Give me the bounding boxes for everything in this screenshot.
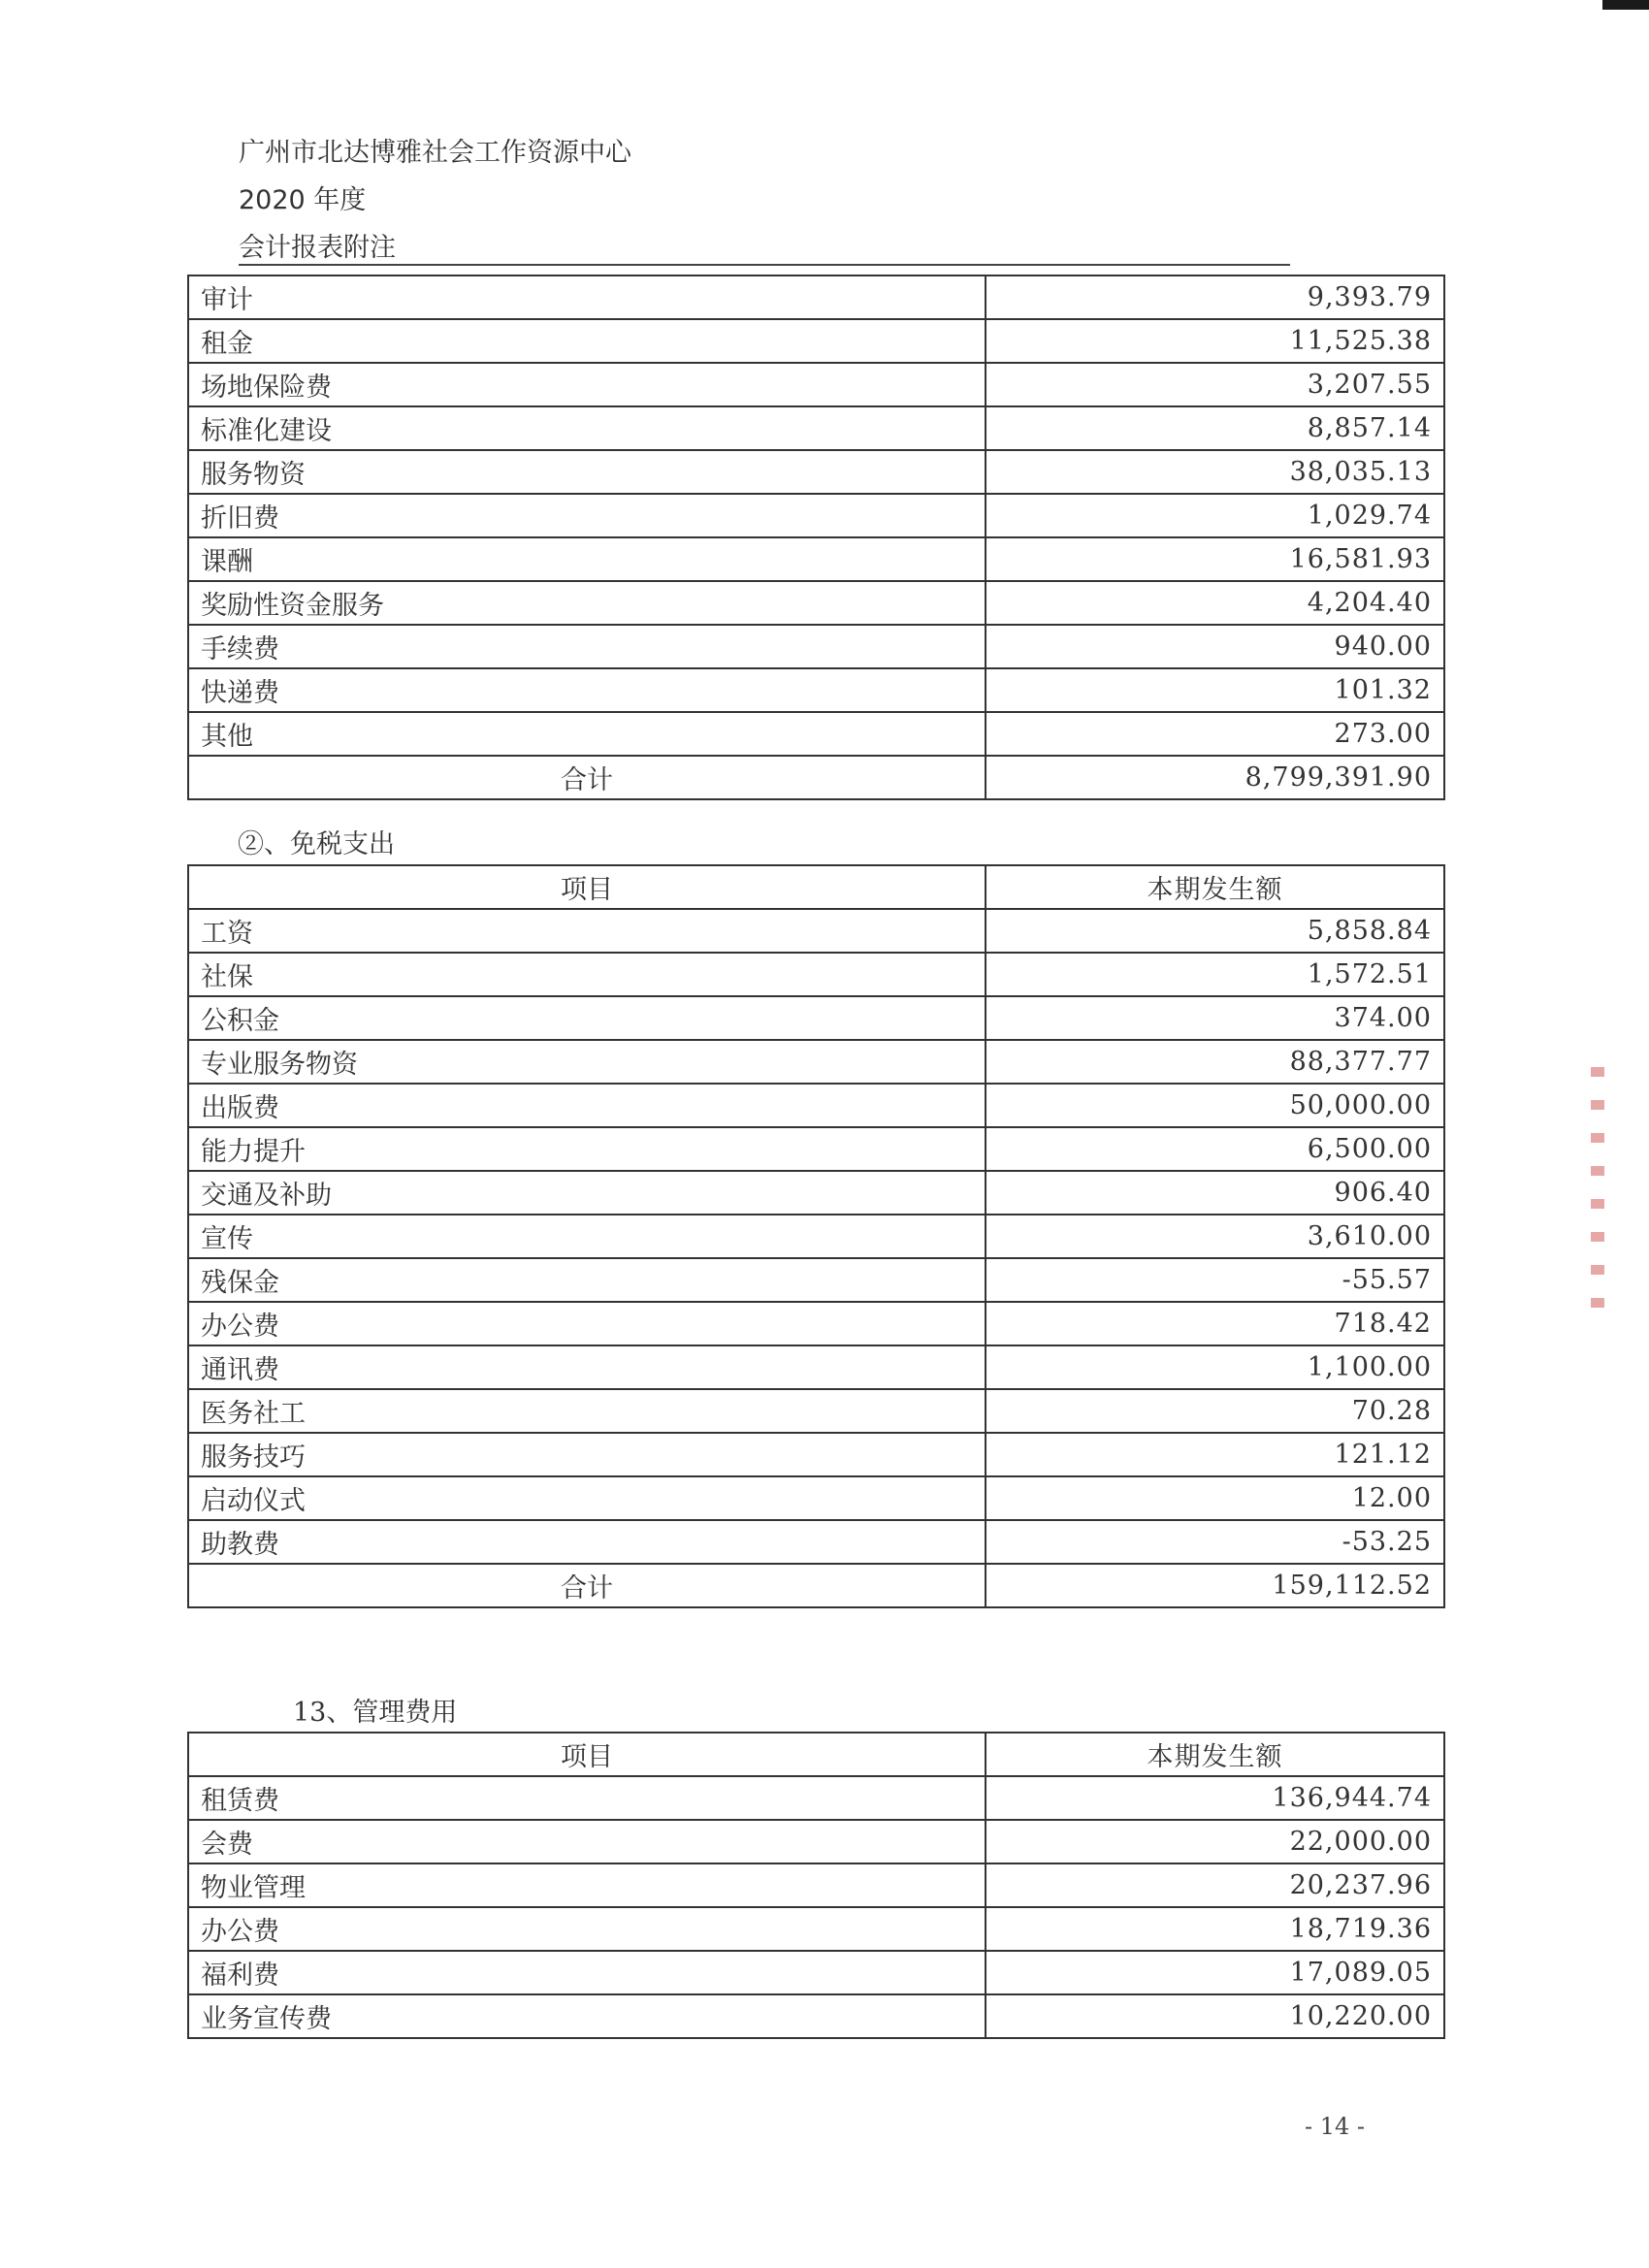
table-header-row (188, 865, 1444, 909)
table-row (188, 1345, 1444, 1389)
row-item-name: 租赁费 (188, 1776, 986, 1820)
report-year: 2020 年度 (239, 185, 367, 215)
seal-edge (1591, 1067, 1604, 1310)
row-item-name: 服务物资 (188, 450, 986, 494)
row-item-name: 交通及补助 (188, 1171, 986, 1215)
row-amount: 3,207.55 (986, 363, 1444, 406)
table-row (188, 1258, 1444, 1302)
org-name: 广州市北达博雅社会工作资源中心 (239, 138, 631, 168)
header-rule (239, 264, 1290, 266)
table-row (188, 953, 1444, 996)
table-row (188, 450, 1444, 494)
row-item-name: 标准化建设 (188, 406, 986, 450)
table-row (188, 1215, 1444, 1258)
expense-table-continued (187, 275, 1445, 800)
row-amount: 16,581.93 (986, 537, 1444, 581)
row-amount: 11,525.38 (986, 319, 1444, 363)
table-row (188, 1776, 1444, 1820)
row-item-name: 奖励性资金服务 (188, 581, 986, 625)
row-amount: 18,719.36 (986, 1907, 1444, 1951)
row-item-name: 课酬 (188, 537, 986, 581)
table-row (188, 1302, 1444, 1345)
row-amount: 718.42 (986, 1302, 1444, 1345)
column-header-item: 项目 (188, 865, 986, 909)
row-amount: 50,000.00 (986, 1084, 1444, 1127)
row-amount: 1,029.74 (986, 494, 1444, 537)
row-amount: 9,393.79 (986, 275, 1444, 319)
row-item-name: 快递费 (188, 668, 986, 712)
table-row (188, 1820, 1444, 1863)
management-fee-table-body (188, 1733, 1444, 2038)
row-amount: 70.28 (986, 1389, 1444, 1433)
table-row (188, 1389, 1444, 1433)
row-item-name: 服务技巧 (188, 1433, 986, 1476)
row-amount: 906.40 (986, 1171, 1444, 1215)
row-item-name: 启动仪式 (188, 1476, 986, 1520)
row-item-name: 业务宣传费 (188, 1994, 986, 2038)
tax-exempt-table-body (188, 865, 1444, 1607)
table-row (188, 1040, 1444, 1084)
page-number: - 14 - (1305, 2113, 1366, 2140)
row-amount: 10,220.00 (986, 1994, 1444, 2038)
document-header (239, 134, 631, 276)
row-amount: 374.00 (986, 996, 1444, 1040)
table-total-row (188, 756, 1444, 799)
table-row (188, 1863, 1444, 1907)
row-amount: 20,237.96 (986, 1863, 1444, 1907)
table-row (188, 1951, 1444, 1994)
management-fee-caption: 13、管理费用 (293, 1698, 458, 1728)
table-row (188, 668, 1444, 712)
row-amount: 101.32 (986, 668, 1444, 712)
table-row (188, 537, 1444, 581)
column-header-amount: 本期发生额 (986, 865, 1444, 909)
row-item-name: 医务社工 (188, 1389, 986, 1433)
row-amount: 38,035.13 (986, 450, 1444, 494)
table-header-row (188, 1733, 1444, 1776)
scan-corner-mark (1602, 0, 1649, 10)
row-item-name: 折旧费 (188, 494, 986, 537)
column-header-item: 项目 (188, 1733, 986, 1776)
row-amount: 136,944.74 (986, 1776, 1444, 1820)
table-total-row (188, 1564, 1444, 1607)
row-item-name: 公积金 (188, 996, 986, 1040)
row-amount: 1,572.51 (986, 953, 1444, 996)
row-item-name: 宣传 (188, 1215, 986, 1258)
row-amount: 88,377.77 (986, 1040, 1444, 1084)
row-item-name: 能力提升 (188, 1127, 986, 1171)
row-amount: 4,204.40 (986, 581, 1444, 625)
doc-title: 会计报表附注 (239, 233, 396, 263)
tax-exempt-table (187, 864, 1445, 1608)
row-amount: 6,500.00 (986, 1127, 1444, 1171)
tax-exempt-caption: ②、免税支出 (238, 829, 395, 859)
row-item-name: 出版费 (188, 1084, 986, 1127)
row-item-name: 残保金 (188, 1258, 986, 1302)
total-label: 合计 (188, 1564, 986, 1607)
row-item-name: 会费 (188, 1820, 986, 1863)
row-amount: 22,000.00 (986, 1820, 1444, 1863)
row-item-name: 工资 (188, 909, 986, 953)
row-item-name: 福利费 (188, 1951, 986, 1994)
row-amount: 8,857.14 (986, 406, 1444, 450)
table-row (188, 319, 1444, 363)
row-amount: 1,100.00 (986, 1345, 1444, 1389)
table-row (188, 275, 1444, 319)
row-item-name: 租金 (188, 319, 986, 363)
table-row (188, 1520, 1444, 1564)
row-amount: -55.57 (986, 1258, 1444, 1302)
table-row (188, 581, 1444, 625)
table-row (188, 363, 1444, 406)
row-item-name: 其他 (188, 712, 986, 756)
total-amount: 8,799,391.90 (986, 756, 1444, 799)
table-row (188, 1171, 1444, 1215)
row-item-name: 手续费 (188, 625, 986, 668)
table-row (188, 406, 1444, 450)
row-amount: 273.00 (986, 712, 1444, 756)
row-item-name: 专业服务物资 (188, 1040, 986, 1084)
management-fee-table (187, 1732, 1445, 2039)
table-row (188, 712, 1444, 756)
row-item-name: 办公费 (188, 1907, 986, 1951)
table-row (188, 1084, 1444, 1127)
column-header-amount: 本期发生额 (986, 1733, 1444, 1776)
table-row (188, 494, 1444, 537)
row-amount: 12.00 (986, 1476, 1444, 1520)
row-amount: -53.25 (986, 1520, 1444, 1564)
row-item-name: 办公费 (188, 1302, 986, 1345)
row-item-name: 社保 (188, 953, 986, 996)
row-amount: 3,610.00 (986, 1215, 1444, 1258)
table-row (188, 996, 1444, 1040)
expense-table-body (188, 275, 1444, 799)
row-amount: 121.12 (986, 1433, 1444, 1476)
row-item-name: 通讯费 (188, 1345, 986, 1389)
table-row (188, 1127, 1444, 1171)
row-item-name: 场地保险费 (188, 363, 986, 406)
table-row (188, 1476, 1444, 1520)
row-amount: 940.00 (986, 625, 1444, 668)
row-amount: 5,858.84 (986, 909, 1444, 953)
row-item-name: 助教费 (188, 1520, 986, 1564)
total-amount: 159,112.52 (986, 1564, 1444, 1607)
row-amount: 17,089.05 (986, 1951, 1444, 1994)
table-row (188, 1907, 1444, 1951)
table-row (188, 1433, 1444, 1476)
row-item-name: 审计 (188, 275, 986, 319)
row-item-name: 物业管理 (188, 1863, 986, 1907)
table-row (188, 625, 1444, 668)
total-label: 合计 (188, 756, 986, 799)
table-row (188, 909, 1444, 953)
table-row (188, 1994, 1444, 2038)
